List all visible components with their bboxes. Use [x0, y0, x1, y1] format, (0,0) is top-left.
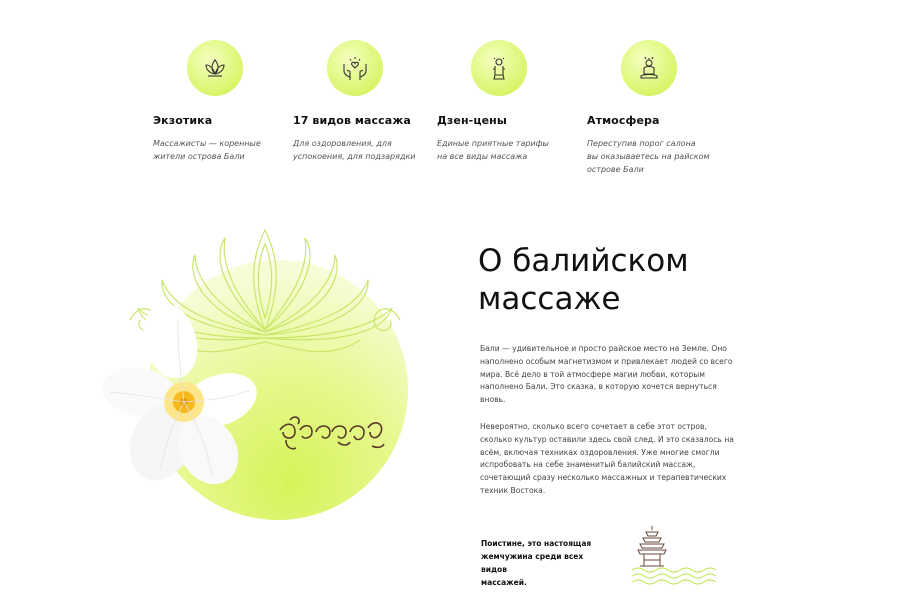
about-paragraph-2: Невероятно, сколько всего сочетает в себе этот остров, сколько культур оставили здесь свой след. И это сказалось на всём, включая техниках оздоровления. Уже многие смогли испробовать на себе знаменитый балийский массаж, сочетающий сразу несколько массажных и терапевтических техник Востока.	[480, 422, 734, 495]
feature-17-types	[293, 40, 453, 163]
feature-description: Массажисты — коренные жители острова Бали	[153, 139, 261, 161]
about-title: О балийском массаже	[478, 243, 689, 317]
feature-title: 17 видов массажа	[293, 114, 411, 127]
balinese-ornament-illustration	[100, 220, 430, 510]
about-quote: Поистине, это настоящая жемчужина среди всех видов массажей.	[481, 539, 592, 587]
lotus-icon	[187, 40, 243, 96]
about-paragraph-1: Бали — удивительное и просто райское место на Земле. Оно наполнено особым магнетизмом и привлекает людей со всего мира. Всё дело в той атмосфере магии любви, которым наполнено Бали. Это сказка, в которую хочется вернуться вновь.	[480, 344, 733, 405]
feature-exotic	[153, 40, 313, 163]
feature-description: Для оздоровления, для успокоения, для подзарядки	[293, 139, 416, 161]
feature-zen-prices	[437, 40, 597, 163]
temple-icon	[630, 524, 722, 588]
feature-description: Единые приятные тарифы на все виды массажа	[437, 139, 549, 161]
features-row	[0, 40, 900, 190]
feature-title: Экзотика	[153, 114, 213, 127]
feature-title: Дзен-цены	[437, 114, 507, 127]
buddha-icon	[621, 40, 677, 96]
hands-heart-icon	[327, 40, 383, 96]
feature-title: Атмосфера	[587, 114, 660, 127]
feature-atmosphere	[587, 40, 747, 176]
mudra-hand-icon	[471, 40, 527, 96]
feature-description: Переступив порог салона вы оказываетесь на райском острове Бали	[587, 139, 710, 174]
